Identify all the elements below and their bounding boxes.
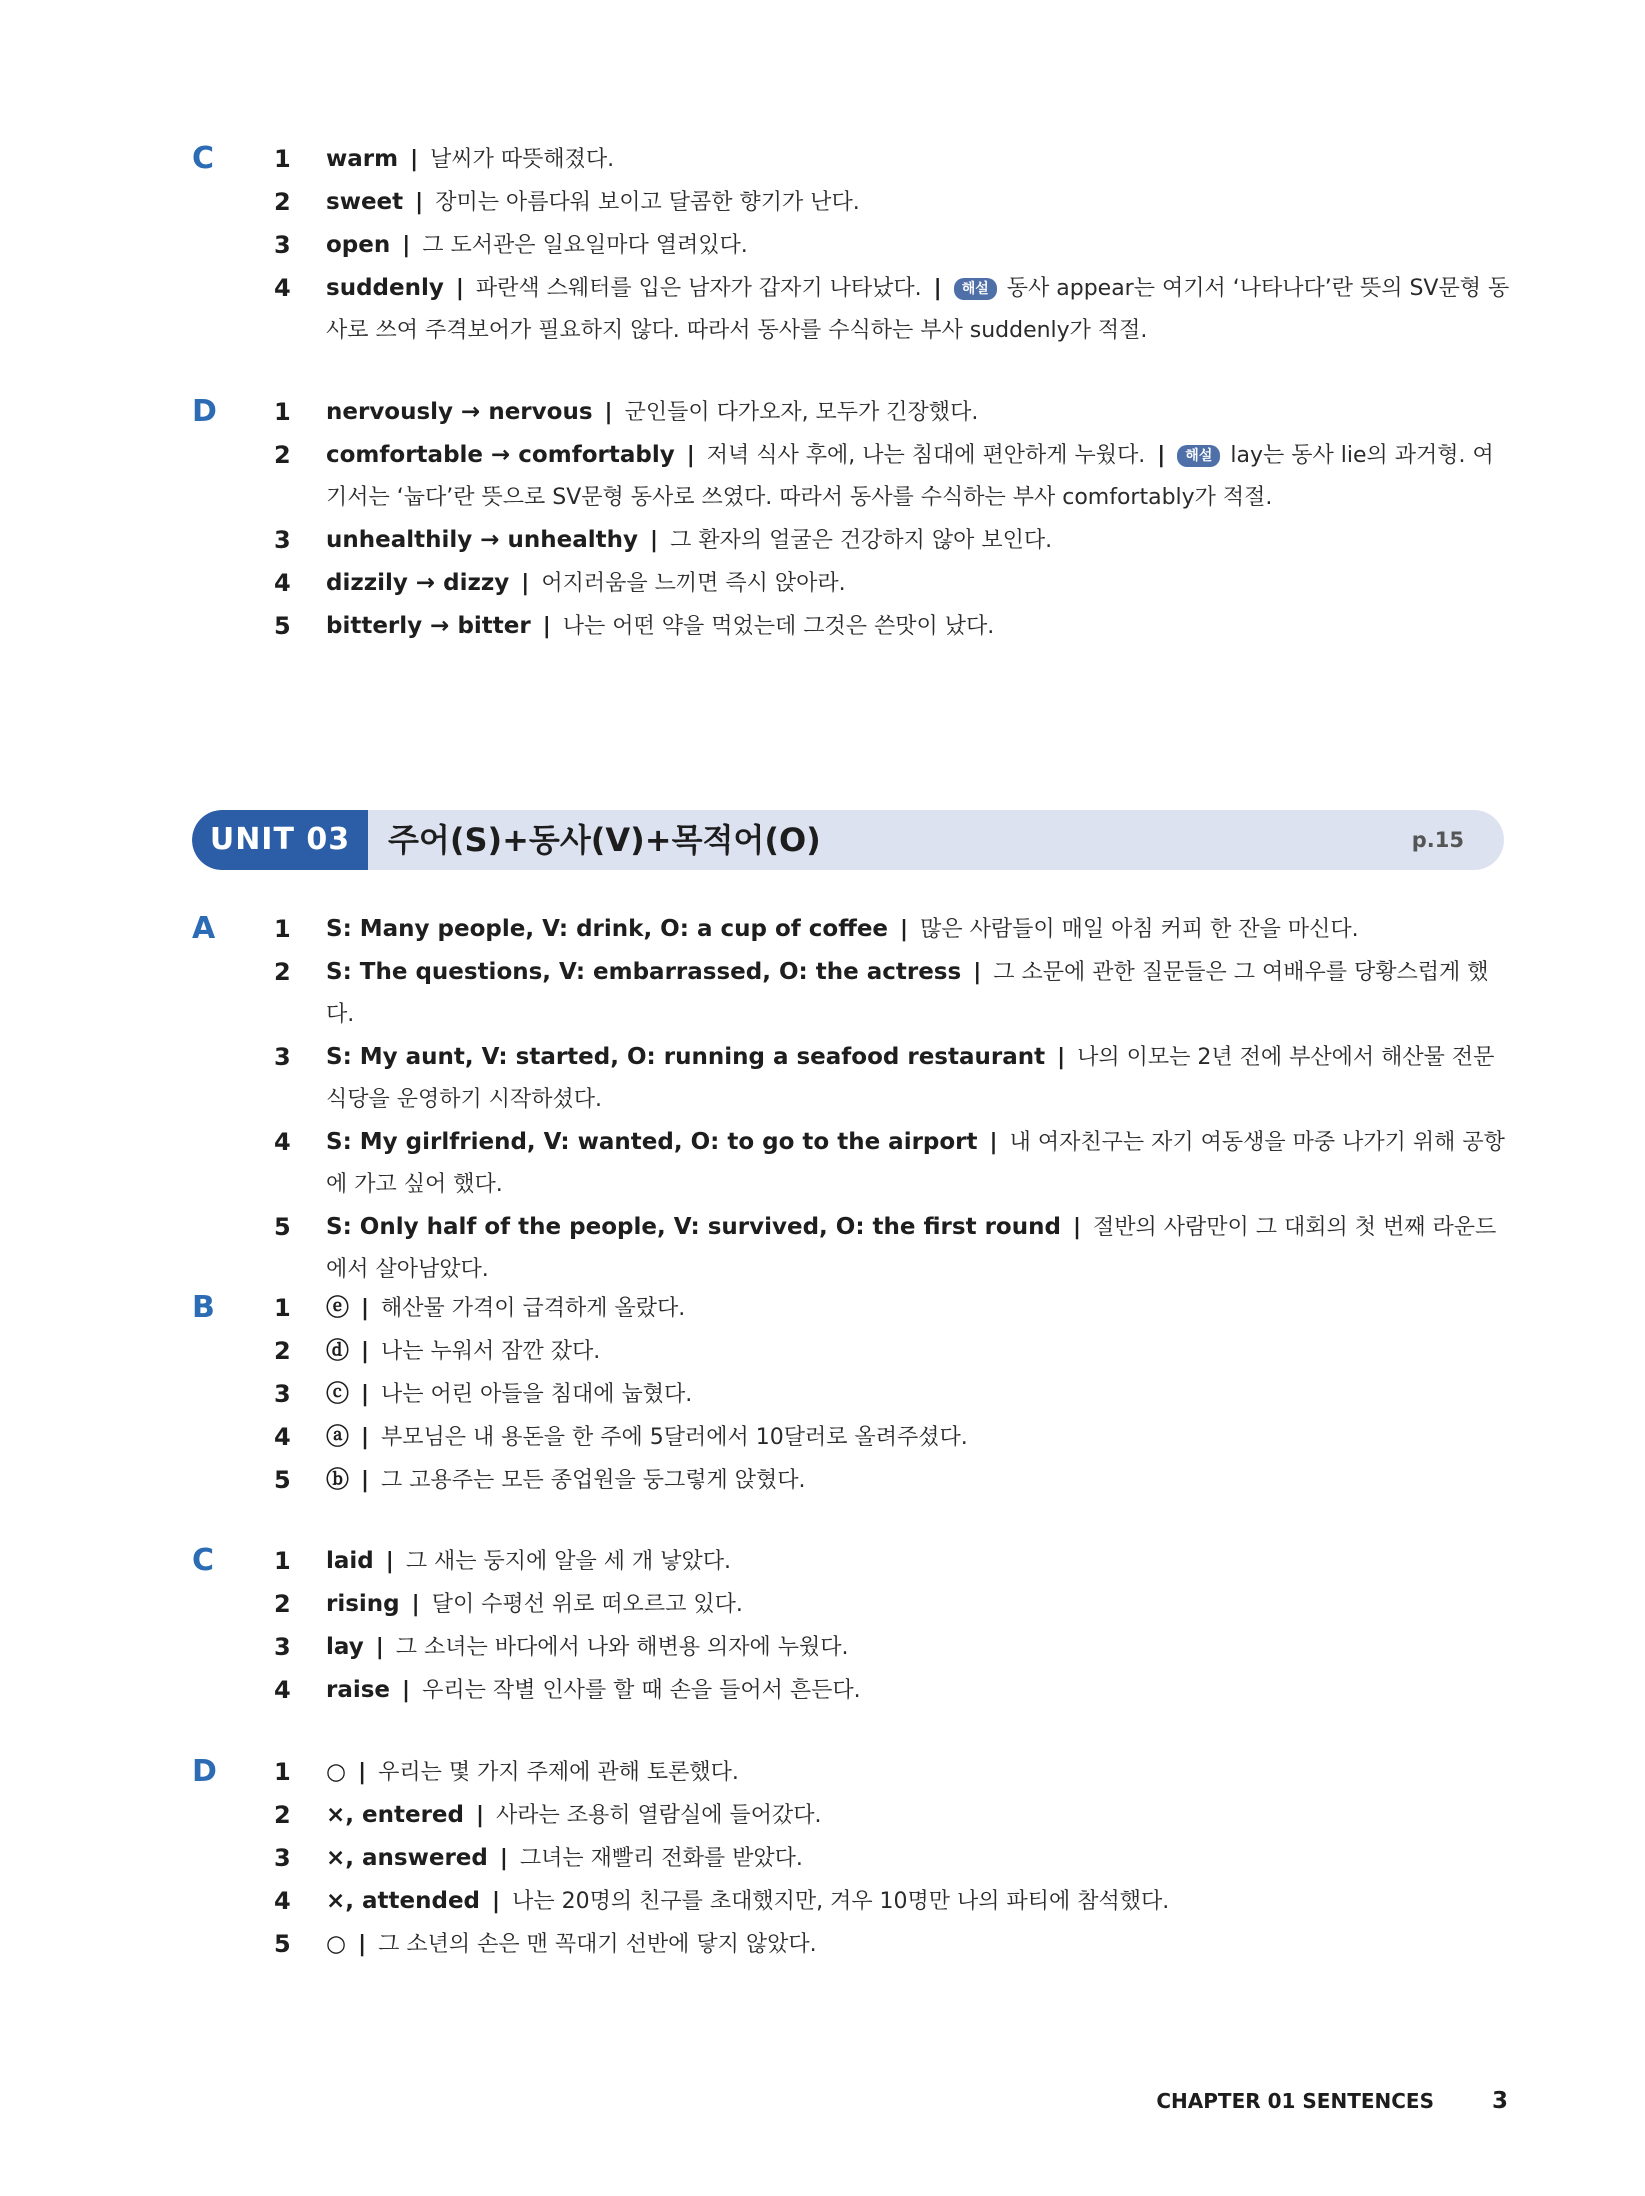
item-number: 3 (274, 1844, 291, 1872)
separator: | (542, 614, 551, 639)
answer-item (274, 391, 1512, 434)
item-number: 3 (274, 1043, 291, 1071)
translation: 그녀는 재빨리 전화를 받았다. (519, 1846, 803, 1871)
section-top-c (192, 138, 1512, 352)
separator: | (1157, 443, 1166, 468)
answer-item (274, 181, 1512, 224)
section-a (192, 908, 1512, 1291)
separator: | (411, 1592, 420, 1617)
answer-item (274, 1287, 1512, 1330)
answer-item (274, 1036, 1512, 1121)
separator: | (375, 1635, 384, 1660)
page-footer (1156, 2088, 1508, 2114)
answer: ⓓ (326, 1338, 349, 1364)
item-number: 3 (274, 526, 291, 554)
answer-item (274, 1416, 1512, 1459)
answer-item (274, 1923, 1512, 1966)
answer-item (274, 605, 1512, 648)
item-number: 2 (274, 1590, 291, 1618)
unit-title: 주어(S)+동사(V)+목적어(O) (388, 821, 821, 859)
answer-item (274, 1880, 1512, 1923)
translation: 장미는 아름다워 보이고 달콤한 향기가 난다. (435, 190, 860, 215)
answer-item (274, 1540, 1512, 1583)
answer: S: Many people, V: drink, O: a cup of coffee (326, 916, 889, 942)
translation: 파란색 스웨터를 입은 남자가 갑자기 나타났다. (475, 276, 922, 301)
item-number: 4 (274, 569, 291, 597)
answer: unhealthily → unhealthy (326, 527, 639, 553)
answer: ×, entered (326, 1802, 464, 1828)
separator: | (989, 1130, 998, 1155)
item-number: 2 (274, 188, 291, 216)
translation: 그 새는 둥지에 알을 세 개 낳았다. (405, 1549, 732, 1574)
separator: | (385, 1549, 394, 1574)
item-number: 4 (274, 1128, 291, 1156)
answer: S: My girlfriend, V: wanted, O: to go to the airport (326, 1129, 978, 1155)
translation: 나의 이모는 2년 전에 부산에서 해산물 전문 식당을 운영하기 시작하셨다. (326, 1045, 1495, 1112)
answer-item (274, 1837, 1512, 1880)
separator: | (358, 1760, 367, 1785)
answer: sweet (326, 189, 404, 215)
translation: 달이 수평선 위로 떠오르고 있다. (431, 1592, 743, 1617)
translation: 군인들이 다가오자, 모두가 긴장했다. (624, 400, 979, 425)
answer: rising (326, 1591, 400, 1617)
section-letter: A (192, 911, 216, 946)
answer-item (274, 1330, 1512, 1373)
separator: | (492, 1889, 501, 1914)
separator: | (1072, 1215, 1081, 1240)
separator: | (933, 276, 942, 301)
section-letter: C (192, 1543, 215, 1578)
explanation-note: 동사 appear는 여기서 ‘나타나다’란 뜻의 SV문형 동사로 쓰여 주격보어가 필요하지 않다. 따라서 동사를 수식하는 부사 suddenly가 적절. (326, 276, 1510, 343)
answer: ⓔ (326, 1295, 349, 1321)
separator: | (361, 1339, 370, 1364)
answer: bitterly → bitter (326, 613, 531, 639)
translation: 그 소년의 손은 맨 꼭대기 선반에 닿지 않았다. (378, 1932, 817, 1957)
chapter-label: CHAPTER 01 SENTENCES (1156, 2089, 1434, 2113)
translation: 절반의 사람만이 그 대회의 첫 번째 라운드에서 살아남았다. (326, 1215, 1497, 1282)
answer-item (274, 1121, 1512, 1206)
answer: laid (326, 1548, 374, 1574)
separator: | (686, 443, 695, 468)
item-number: 5 (274, 1930, 291, 1958)
translation: 부모님은 내 용돈을 한 주에 5달러에서 10달러로 올려주셨다. (381, 1425, 968, 1450)
item-number: 3 (274, 1380, 291, 1408)
separator: | (521, 571, 530, 596)
translation: 나는 누워서 잠깐 잤다. (381, 1339, 601, 1364)
section-b (192, 1287, 1512, 1502)
section-letter: D (192, 394, 217, 429)
answer-item (274, 138, 1512, 181)
answer-item (274, 1794, 1512, 1837)
section-letter: B (192, 1290, 215, 1325)
unit-label: UNIT 03 (192, 810, 368, 870)
answer: ○ (326, 1931, 347, 1957)
explanation-note: lay는 동사 lie의 과거형. 여기서는 ‘눕다’란 뜻으로 SV문형 동사로 쓰였다. 따라서 동사를 수식하는 부사 comfortably가 적절. (326, 443, 1494, 510)
translation: 우리는 작별 인사를 할 때 손을 들어서 흔든다. (422, 1678, 861, 1703)
translation: 우리는 몇 가지 주제에 관해 토론했다. (378, 1760, 739, 1785)
answer: S: The questions, V: embarrassed, O: the actress (326, 959, 962, 985)
answer: nervously → nervous (326, 399, 593, 425)
separator: | (973, 960, 982, 985)
separator: | (361, 1468, 370, 1493)
separator: | (650, 528, 659, 553)
answer-item (274, 1669, 1512, 1712)
answer: comfortable → comfortably (326, 442, 675, 468)
page-number: 3 (1491, 2088, 1508, 2114)
translation: 내 여자친구는 자기 여동생을 마중 나가기 위해 공항에 가고 싶어 했다. (326, 1130, 1505, 1197)
separator: | (1057, 1045, 1066, 1070)
item-number: 1 (274, 915, 291, 943)
translation: 그 소문에 관한 질문들은 그 여배우를 당황스럽게 했다. (326, 960, 1489, 1027)
answer: raise (326, 1677, 391, 1703)
translation: 많은 사람들이 매일 아침 커피 한 잔을 마신다. (920, 917, 1359, 942)
translation: 그 도서관은 일요일마다 열려있다. (422, 233, 748, 258)
translation: 어지러움을 느끼면 즉시 앉아라. (541, 571, 846, 596)
answer-item (274, 1373, 1512, 1416)
item-number: 1 (274, 145, 291, 173)
item-number: 1 (274, 1758, 291, 1786)
separator: | (415, 190, 424, 215)
item-number: 2 (274, 441, 291, 469)
answer-item (274, 951, 1512, 1036)
section-d (192, 1751, 1512, 1966)
translation: 그 고용주는 모든 종업원을 둥그렇게 앉혔다. (381, 1468, 806, 1493)
unit-banner (192, 810, 1504, 870)
item-number: 4 (274, 274, 291, 302)
translation: 해산물 가격이 급격하게 올랐다. (381, 1296, 686, 1321)
translation: 사라는 조용히 열람실에 들어갔다. (496, 1803, 822, 1828)
separator: | (476, 1803, 485, 1828)
separator: | (402, 233, 411, 258)
answer-item (274, 267, 1512, 352)
answer: ⓑ (326, 1467, 349, 1493)
translation: 저녁 식사 후에, 나는 침대에 편안하게 누웠다. (706, 443, 1146, 468)
answer: open (326, 232, 391, 258)
answer: ×, answered (326, 1845, 488, 1871)
separator: | (604, 400, 613, 425)
item-number: 4 (274, 1887, 291, 1915)
item-number: 2 (274, 1801, 291, 1829)
item-number: 3 (274, 231, 291, 259)
translation: 나는 어떤 약을 먹었는데 그것은 쓴맛이 났다. (562, 614, 995, 639)
item-number: 2 (274, 958, 291, 986)
answer: ○ (326, 1759, 347, 1785)
answer-item (274, 1459, 1512, 1502)
separator: | (499, 1846, 508, 1871)
answer-item (274, 519, 1512, 562)
separator: | (361, 1296, 370, 1321)
item-number: 5 (274, 1213, 291, 1241)
item-number: 1 (274, 1294, 291, 1322)
answer: S: My aunt, V: started, O: running a seafood restaurant (326, 1044, 1046, 1070)
separator: | (402, 1678, 411, 1703)
separator: | (900, 917, 909, 942)
separator: | (361, 1425, 370, 1450)
answer-item (274, 908, 1512, 951)
item-number: 5 (274, 612, 291, 640)
item-number: 4 (274, 1676, 291, 1704)
unit-page-ref: p.15 (1411, 828, 1464, 852)
translation: 그 소녀는 바다에서 나와 해변용 의자에 누웠다. (395, 1635, 849, 1660)
answer: dizzily → dizzy (326, 570, 510, 596)
section-c (192, 1540, 1512, 1712)
separator: | (410, 147, 419, 172)
answer: ×, attended (326, 1888, 481, 1914)
item-number: 3 (274, 1633, 291, 1661)
answer: ⓐ (326, 1424, 349, 1450)
answer: ⓒ (326, 1381, 349, 1407)
translation: 날씨가 따뜻해졌다. (430, 147, 615, 172)
item-number: 4 (274, 1423, 291, 1451)
answer-item (274, 434, 1512, 519)
answer-item (274, 562, 1512, 605)
answer: warm (326, 146, 399, 172)
section-top-d (192, 391, 1512, 648)
answer-item (274, 1751, 1512, 1794)
answer-item (274, 224, 1512, 267)
answer: suddenly (326, 275, 444, 301)
item-number: 1 (274, 398, 291, 426)
section-letter: D (192, 1754, 217, 1789)
answer-item (274, 1626, 1512, 1669)
explanation-badge: 해설 (954, 278, 997, 300)
answer-item (274, 1206, 1512, 1291)
separator: | (455, 276, 464, 301)
translation: 나는 어린 아들을 침대에 눕혔다. (381, 1382, 693, 1407)
answer: S: Only half of the people, V: survived, O: the first round (326, 1214, 1061, 1240)
translation: 그 환자의 얼굴은 건강하지 않아 보인다. (670, 528, 1053, 553)
item-number: 2 (274, 1337, 291, 1365)
translation: 나는 20명의 친구를 초대했지만, 겨우 10명만 나의 파티에 참석했다. (512, 1889, 1170, 1914)
answer: lay (326, 1634, 364, 1660)
item-number: 5 (274, 1466, 291, 1494)
explanation-badge: 해설 (1177, 445, 1220, 467)
item-number: 1 (274, 1547, 291, 1575)
separator: | (358, 1932, 367, 1957)
separator: | (361, 1382, 370, 1407)
section-letter: C (192, 141, 215, 176)
answer-item (274, 1583, 1512, 1626)
